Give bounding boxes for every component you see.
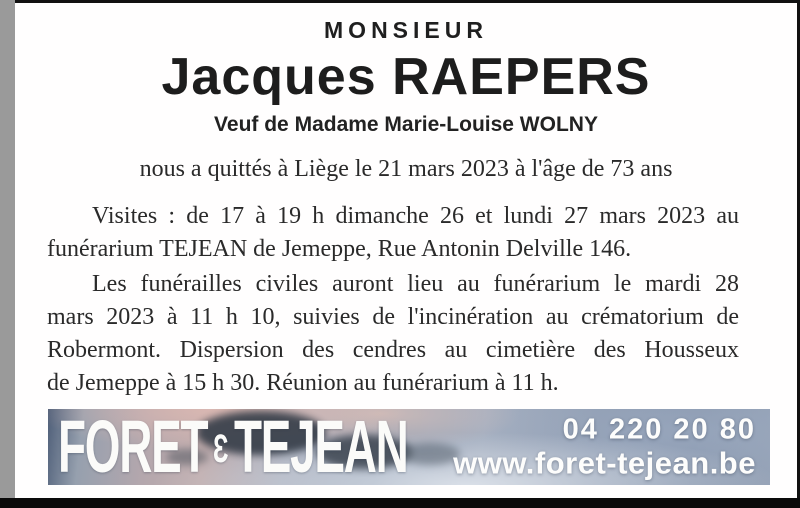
website-url: www.foret-tejean.be [453,445,756,481]
notice-paragraph [47,200,739,266]
widower-subtitle: Veuf de Madame Marie-Louise WOLNY [214,112,598,136]
bottom-black-bar [0,498,800,508]
notice-content [15,3,797,498]
banner-contact-block [453,413,756,480]
deceased-name: Jacques RAEPERS [161,48,651,106]
paragraph-line: Robermont. Dispersion des cendres au cimetière des Housseux [47,336,739,363]
brand-word-foret: FORET [58,408,208,485]
brand-word-tejean: TEJEAN [233,408,408,485]
paragraph-line: Visites : de 17 à 19 h dimanche 26 et lundi 27 mars 2023 au [92,202,739,229]
notice-paragraph [47,268,739,400]
notice-paragraphs [47,200,739,400]
paragraph-line: mars 2023 à 11 h 10, suivies de l'incinération au crématorium de [47,303,739,330]
funeral-home-ad-banner [48,409,770,485]
paragraph-line: funérarium TEJEAN de Jemeppe, Rue Antonin Delville 146. [47,235,632,262]
paragraph-line: Les funérailles civiles auront lieu au funérarium le mardi 28 [92,270,739,297]
civility-title: MONSIEUR [324,17,488,43]
left-gray-strip [0,0,15,498]
death-announcement-line: nous a quittés à Liège le 21 mars 2023 à l'âge de 73 ans [139,155,673,182]
funeral-home-logo [58,410,408,484]
phone-number: 04 220 20 80 [562,413,756,446]
mountain-silhouette [400,443,460,465]
paragraph-line: de Jemeppe à 15 h 30. Réunion au funérarium à 11 h. [47,369,559,396]
ampersand-glyph: Ɛ [212,426,229,471]
